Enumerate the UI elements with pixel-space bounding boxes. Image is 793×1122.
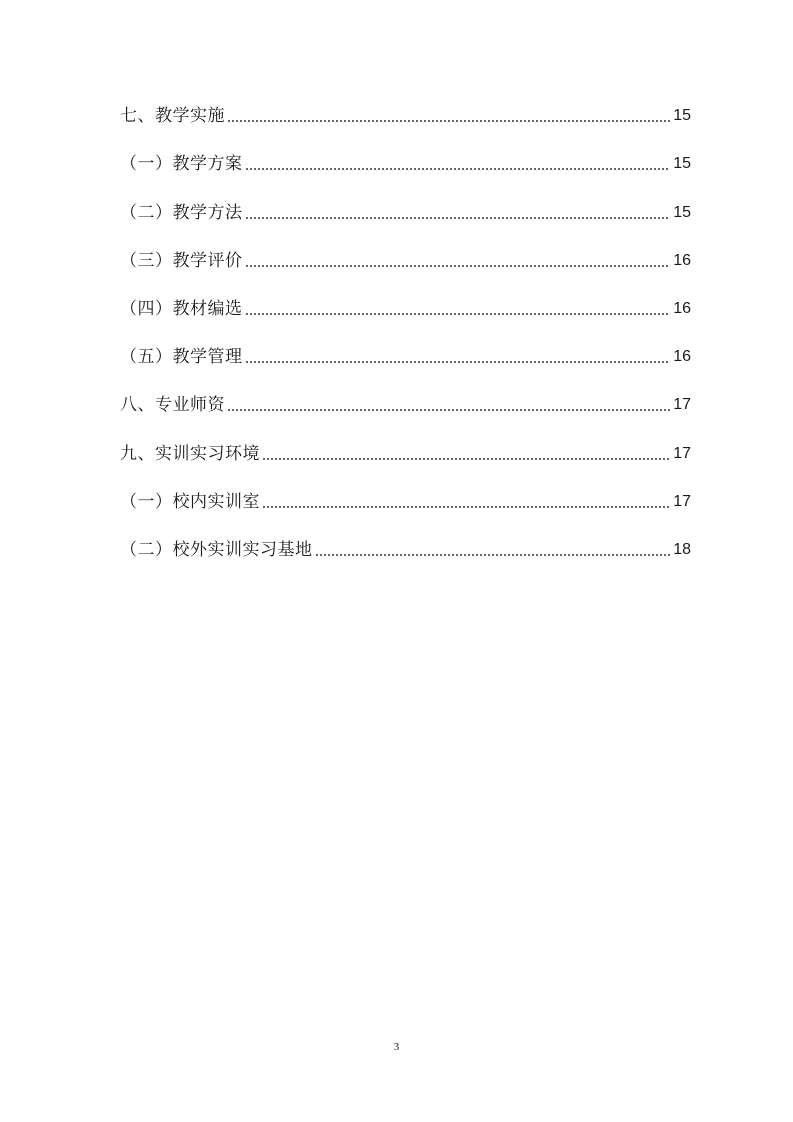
toc-entry-page: 17 bbox=[673, 445, 691, 462]
toc-entry-page: 18 bbox=[673, 541, 691, 558]
toc-entry-section-9[interactable] bbox=[120, 442, 691, 466]
toc-entry-page: 16 bbox=[673, 348, 691, 365]
toc-entry-page: 15 bbox=[673, 107, 691, 124]
toc-entry-label: 七、教学实施 bbox=[120, 106, 225, 126]
toc-entry-section-7-1[interactable] bbox=[120, 152, 691, 176]
toc-entry-section-9-1[interactable] bbox=[120, 490, 691, 514]
toc-entry-label: 九、实训实习环境 bbox=[120, 444, 260, 464]
toc-entry-page: 15 bbox=[673, 204, 691, 221]
toc-entry-page: 17 bbox=[673, 493, 691, 510]
toc-entry-label: （五）教学管理 bbox=[120, 347, 243, 367]
toc-dot-leader bbox=[262, 458, 670, 460]
toc-entry-page: 16 bbox=[673, 252, 691, 269]
toc-entry-page: 17 bbox=[673, 396, 691, 413]
toc-dot-leader bbox=[315, 554, 671, 556]
toc-dot-leader bbox=[245, 168, 671, 170]
toc-entry-label: （四）教材编选 bbox=[120, 299, 243, 319]
toc-entry-section-9-2[interactable] bbox=[120, 538, 691, 562]
toc-entry-label: （一）校内实训室 bbox=[120, 492, 260, 512]
toc-entry-page: 15 bbox=[673, 155, 691, 172]
toc-entry-label: 八、专业师资 bbox=[120, 395, 225, 415]
toc-entry-page: 16 bbox=[673, 300, 691, 317]
toc-entry-section-7-3[interactable] bbox=[120, 249, 691, 273]
toc-entry-section-7-4[interactable] bbox=[120, 297, 691, 321]
toc-entry-section-7[interactable] bbox=[120, 104, 691, 128]
toc-dot-leader bbox=[262, 506, 670, 508]
toc-dot-leader bbox=[245, 313, 671, 315]
toc-dot-leader bbox=[245, 265, 671, 267]
toc-entry-section-7-5[interactable] bbox=[120, 345, 691, 369]
toc-dot-leader bbox=[227, 120, 670, 122]
toc-entry-section-7-2[interactable] bbox=[120, 201, 691, 225]
toc-dot-leader bbox=[245, 361, 671, 363]
toc-entry-section-8[interactable] bbox=[120, 393, 691, 417]
toc-entry-label: （三）教学评价 bbox=[120, 251, 243, 271]
toc-entry-label: （二）教学方法 bbox=[120, 203, 243, 223]
page-number: 3 bbox=[393, 1041, 400, 1053]
toc-entry-label: （二）校外实训实习基地 bbox=[120, 540, 313, 560]
toc-dot-leader bbox=[245, 217, 671, 219]
toc-entry-label: （一）教学方案 bbox=[120, 154, 243, 174]
toc-dot-leader bbox=[227, 409, 670, 411]
